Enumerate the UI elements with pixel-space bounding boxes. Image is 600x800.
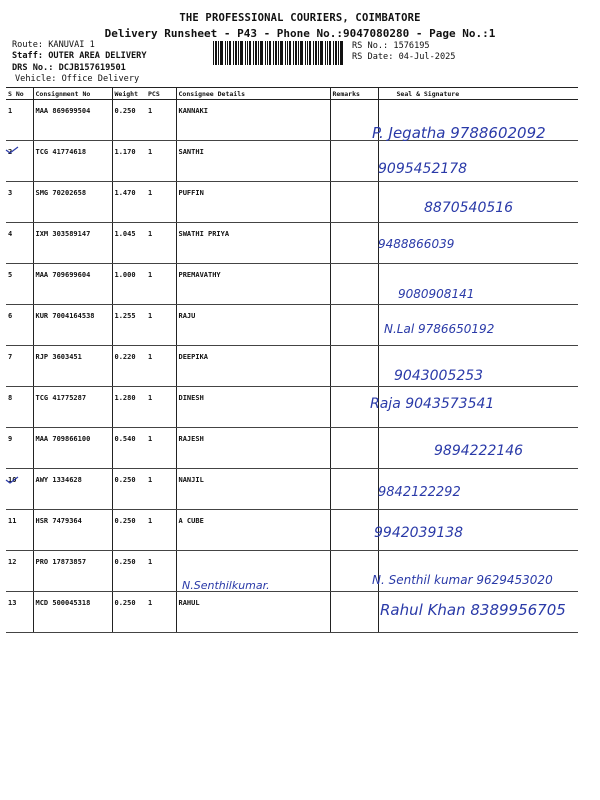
cell-pcs: 1 bbox=[146, 346, 176, 387]
barcode-bar bbox=[233, 41, 234, 65]
cell-remarks bbox=[330, 592, 378, 633]
cell-consignment-no: KUR 7004164538 bbox=[33, 305, 112, 346]
cell-seal-signature bbox=[378, 428, 578, 469]
signature-5: 9080908141 bbox=[398, 287, 475, 301]
cell-pcs: 1 bbox=[146, 264, 176, 305]
table-row bbox=[6, 551, 578, 592]
barcode-bar bbox=[340, 41, 343, 65]
col-weight: Weight bbox=[112, 88, 146, 100]
barcode-bar bbox=[258, 41, 259, 65]
barcode-bar bbox=[245, 41, 246, 65]
barcode-bar bbox=[220, 41, 223, 65]
cell-consignment-no: MAA 709866100 bbox=[33, 428, 112, 469]
barcode-bar bbox=[260, 41, 263, 65]
barcode-bar bbox=[255, 41, 257, 65]
barcode-bar bbox=[269, 41, 271, 65]
cell-remarks bbox=[330, 469, 378, 510]
cell-pcs: 1 bbox=[146, 469, 176, 510]
cell-consignee: DINESH bbox=[176, 387, 330, 428]
table-row bbox=[6, 510, 578, 551]
barcode-bar bbox=[315, 41, 317, 65]
cell-seal-signature bbox=[378, 592, 578, 633]
barcode-bar bbox=[287, 41, 288, 65]
signature-10: 9842122292 bbox=[378, 485, 461, 500]
barcode-bar bbox=[318, 41, 319, 65]
barcode-bar bbox=[278, 41, 279, 65]
barcode-bar bbox=[307, 41, 308, 65]
col-consignment: Consignment No bbox=[33, 88, 112, 100]
cell-weight: 1.045 bbox=[112, 223, 146, 264]
route-label: Route: KANUVAI 1 bbox=[12, 40, 95, 50]
cell-sno: 9 bbox=[6, 428, 33, 469]
barcode-bar bbox=[333, 41, 334, 65]
signature-7: 9043005253 bbox=[394, 368, 484, 384]
cell-remarks bbox=[330, 305, 378, 346]
barcode-bar bbox=[295, 41, 297, 65]
cell-remarks bbox=[330, 223, 378, 264]
barcode-bar bbox=[213, 41, 214, 65]
table-row bbox=[6, 469, 578, 510]
cell-remarks bbox=[330, 346, 378, 387]
cell-consignment-no: PRO 17873857 bbox=[33, 551, 112, 592]
cell-sno: 8 bbox=[6, 387, 33, 428]
cell-weight: 0.250 bbox=[112, 469, 146, 510]
cell-pcs: 1 bbox=[146, 592, 176, 633]
cell-weight: 1.170 bbox=[112, 141, 146, 182]
barcode-bar bbox=[305, 41, 306, 65]
cell-remarks bbox=[330, 510, 378, 551]
barcode-bar bbox=[238, 41, 239, 65]
cell-pcs: 1 bbox=[146, 100, 176, 141]
barcode-bar bbox=[335, 41, 337, 65]
table-row bbox=[6, 305, 578, 346]
cell-sno: 11 bbox=[6, 510, 33, 551]
cell-remarks bbox=[330, 141, 378, 182]
rs-number: RS No.: 1576195 bbox=[352, 41, 430, 51]
barcode-bar bbox=[329, 41, 331, 65]
barcode-bar bbox=[225, 41, 226, 65]
cell-sno: 10 bbox=[6, 469, 33, 510]
barcode-bar bbox=[338, 41, 339, 65]
barcode-bar bbox=[289, 41, 291, 65]
cell-seal-signature bbox=[378, 510, 578, 551]
cell-pcs: 1 bbox=[146, 428, 176, 469]
cell-sno: 12 bbox=[6, 551, 33, 592]
cell-weight: 0.250 bbox=[112, 551, 146, 592]
col-consignee: Consignee Details bbox=[176, 88, 330, 100]
barcode-bar bbox=[298, 41, 299, 65]
signature-4: 9488866039 bbox=[378, 237, 455, 251]
signature-13: Rahul Khan 8389956705 bbox=[380, 601, 566, 619]
table-header-row bbox=[6, 88, 578, 100]
cell-sno: 1 bbox=[6, 100, 33, 141]
cell-pcs: 1 bbox=[146, 387, 176, 428]
cell-remarks bbox=[330, 182, 378, 223]
cell-seal-signature bbox=[378, 469, 578, 510]
rs-date: RS Date: 04-Jul-2025 bbox=[352, 52, 456, 62]
signature-9: 9894222146 bbox=[434, 443, 524, 459]
table-row bbox=[6, 428, 578, 469]
table-row bbox=[6, 182, 578, 223]
table-row bbox=[6, 387, 578, 428]
staff-label: Staff: OUTER AREA DELIVERY bbox=[12, 51, 147, 61]
cell-weight: 0.250 bbox=[112, 100, 146, 141]
cell-seal-signature bbox=[378, 100, 578, 141]
cell-consignee: SWATHI PRIYA bbox=[176, 223, 330, 264]
col-sno: S No bbox=[6, 88, 33, 100]
cell-remarks bbox=[330, 100, 378, 141]
barcode-bar bbox=[215, 41, 217, 65]
barcode-bar bbox=[235, 41, 237, 65]
cell-consignee: NANJIL bbox=[176, 469, 330, 510]
cell-consignment-no: TCG 41775287 bbox=[33, 387, 112, 428]
barcode-bar bbox=[267, 41, 268, 65]
cell-seal-signature bbox=[378, 182, 578, 223]
signature-12: N. Senthil kumar 9629453020 bbox=[372, 573, 553, 587]
barcode-bar bbox=[253, 41, 254, 65]
cell-consignee: PREMAVATHY bbox=[176, 264, 330, 305]
signature-8: Raja 9043573541 bbox=[370, 396, 495, 412]
barcode-bar bbox=[320, 41, 323, 65]
cell-weight: 1.470 bbox=[112, 182, 146, 223]
drs-number: DRS No.: DCJB157619501 bbox=[12, 63, 126, 73]
cell-remarks bbox=[330, 264, 378, 305]
cell-consignee: RAHUL bbox=[176, 592, 330, 633]
barcode-bar bbox=[273, 41, 274, 65]
cell-remarks bbox=[330, 551, 378, 592]
cell-remarks bbox=[330, 428, 378, 469]
cell-sno: 7 bbox=[6, 346, 33, 387]
cell-seal-signature bbox=[378, 346, 578, 387]
table-row bbox=[6, 592, 578, 633]
cell-consignment-no: MAA 709699604 bbox=[33, 264, 112, 305]
cell-consignment-no: MAA 869699504 bbox=[33, 100, 112, 141]
cell-seal-signature bbox=[378, 141, 578, 182]
signature-3: 8870540516 bbox=[424, 200, 514, 216]
cell-sno: 13 bbox=[6, 592, 33, 633]
barcode-bar bbox=[285, 41, 286, 65]
cell-sno: 5 bbox=[6, 264, 33, 305]
cell-consignment-no: RJP 3603451 bbox=[33, 346, 112, 387]
barcode-bar bbox=[229, 41, 231, 65]
cell-weight: 0.250 bbox=[112, 592, 146, 633]
cell-consignee: A CUBE bbox=[176, 510, 330, 551]
table-row bbox=[6, 141, 578, 182]
signature-6: N.Lal 9786650192 bbox=[384, 322, 495, 336]
cell-sno: 3 bbox=[6, 182, 33, 223]
col-pcs: PCS bbox=[146, 88, 176, 100]
table-row bbox=[6, 223, 578, 264]
cell-pcs: 1 bbox=[146, 551, 176, 592]
cell-seal-signature bbox=[378, 264, 578, 305]
barcode-bar bbox=[309, 41, 311, 65]
signature-11: 9942039138 bbox=[374, 525, 464, 541]
barcode-bar bbox=[327, 41, 328, 65]
cell-weight: 0.220 bbox=[112, 346, 146, 387]
barcode-bar bbox=[325, 41, 326, 65]
cell-pcs: 1 bbox=[146, 141, 176, 182]
barcode-bar bbox=[247, 41, 248, 65]
barcode-bar bbox=[275, 41, 277, 65]
cell-seal-signature bbox=[378, 223, 578, 264]
table-row bbox=[6, 100, 578, 141]
cell-pcs: 1 bbox=[146, 305, 176, 346]
signature-2: 9095452178 bbox=[378, 161, 468, 177]
cell-consignee: SANTHI bbox=[176, 141, 330, 182]
cell-seal-signature bbox=[378, 551, 578, 592]
barcode-bar bbox=[300, 41, 303, 65]
cell-consignee: RAJU bbox=[176, 305, 330, 346]
barcode-bar bbox=[280, 41, 283, 65]
cell-sno: 2 bbox=[6, 141, 33, 182]
company-title: THE PROFESSIONAL COURIERS, COIMBATORE bbox=[179, 12, 421, 24]
cell-remarks bbox=[330, 387, 378, 428]
cell-pcs: 1 bbox=[146, 182, 176, 223]
table-row bbox=[6, 264, 578, 305]
runsheet-table bbox=[6, 87, 578, 633]
cell-consignee: DEEPIKA bbox=[176, 346, 330, 387]
col-seal-signature: Seal & Signature bbox=[378, 88, 578, 100]
barcode-bar bbox=[313, 41, 314, 65]
barcode-bar bbox=[293, 41, 294, 65]
cell-consignment-no: TCG 41774618 bbox=[33, 141, 112, 182]
cell-weight: 1.255 bbox=[112, 305, 146, 346]
cell-sno: 4 bbox=[6, 223, 33, 264]
barcode-bar bbox=[240, 41, 243, 65]
cell-consignee: PUFFIN bbox=[176, 182, 330, 223]
consignee-note-row12: N.Senthilkumar. bbox=[182, 579, 270, 592]
runsheet-subtitle: Delivery Runsheet - P43 - Phone No.:9047080280 - Page No.:1 bbox=[104, 27, 496, 40]
cell-consignee: RAJESH bbox=[176, 428, 330, 469]
cell-weight: 0.250 bbox=[112, 510, 146, 551]
cell-pcs: 1 bbox=[146, 223, 176, 264]
cell-seal-signature bbox=[378, 305, 578, 346]
barcode-image bbox=[213, 41, 345, 65]
cell-weight: 1.280 bbox=[112, 387, 146, 428]
barcode-bar bbox=[227, 41, 228, 65]
vehicle-label: Vehicle: Office Delivery bbox=[15, 74, 140, 84]
cell-consignment-no: IXM 303589147 bbox=[33, 223, 112, 264]
cell-pcs: 1 bbox=[146, 510, 176, 551]
cell-sno: 6 bbox=[6, 305, 33, 346]
table-row bbox=[6, 346, 578, 387]
barcode-bar bbox=[249, 41, 251, 65]
cell-consignment-no: SMG 70202658 bbox=[33, 182, 112, 223]
cell-weight: 1.000 bbox=[112, 264, 146, 305]
cell-consignment-no: HSR 7479364 bbox=[33, 510, 112, 551]
cell-consignment-no: MCD 500045318 bbox=[33, 592, 112, 633]
cell-consignment-no: AWY 1334628 bbox=[33, 469, 112, 510]
signature-1: P. Jegatha 9788602092 bbox=[372, 124, 546, 142]
barcode-bar bbox=[218, 41, 219, 65]
cell-consignee bbox=[176, 551, 330, 592]
cell-seal-signature bbox=[378, 387, 578, 428]
cell-weight: 0.540 bbox=[112, 428, 146, 469]
cell-consignee: KANNAKI bbox=[176, 100, 330, 141]
col-remarks: Remarks bbox=[330, 88, 378, 100]
barcode-bar bbox=[265, 41, 266, 65]
